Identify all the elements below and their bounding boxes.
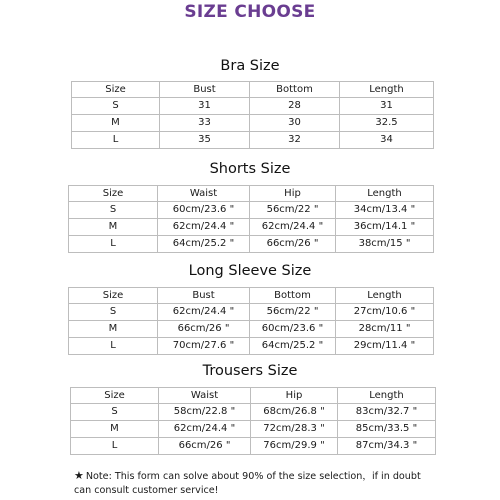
table-cell: 32.5 (340, 115, 434, 132)
table-row (69, 338, 434, 355)
table-cell: S (69, 304, 158, 321)
column-header: Waist (158, 186, 250, 202)
table-cell: 70cm/27.6 " (158, 338, 250, 355)
column-header: Bottom (250, 82, 340, 98)
table-header-row (72, 82, 434, 98)
column-header: Length (336, 186, 434, 202)
table-row (72, 115, 434, 132)
table-cell: 29cm/11.4 " (336, 338, 434, 355)
column-header: Bottom (250, 288, 336, 304)
table-row (72, 98, 434, 115)
table-row (69, 236, 434, 253)
table-cell: 28cm/11 " (336, 321, 434, 338)
column-header: Hip (251, 388, 338, 404)
table-cell: M (71, 421, 159, 438)
table-cell: L (72, 132, 160, 149)
table-header-row (71, 388, 436, 404)
column-header: Size (71, 388, 159, 404)
table-cell: 62cm/24.4 " (250, 219, 336, 236)
column-header: Size (69, 186, 158, 202)
column-header: Length (338, 388, 436, 404)
table-cell: M (72, 115, 160, 132)
table-row (72, 132, 434, 149)
column-header: Hip (250, 186, 336, 202)
table-cell: S (71, 404, 159, 421)
table-cell: 62cm/24.4 " (158, 219, 250, 236)
table-cell: 56cm/22 " (250, 304, 336, 321)
table-header-row (69, 288, 434, 304)
table-cell: 28 (250, 98, 340, 115)
table-row (71, 421, 436, 438)
table-row (69, 321, 434, 338)
table-cell: L (69, 236, 158, 253)
table-cell: 66cm/26 " (250, 236, 336, 253)
table-cell: 56cm/22 " (250, 202, 336, 219)
table-cell: 60cm/23.6 " (250, 321, 336, 338)
table-cell: 76cm/29.9 " (251, 438, 338, 455)
table-cell: 31 (160, 98, 250, 115)
table-cell: 58cm/22.8 " (159, 404, 251, 421)
column-header: Size (72, 82, 160, 98)
shorts-size-title: Shorts Size (209, 161, 291, 177)
column-header: Size (69, 288, 158, 304)
table-row (71, 404, 436, 421)
table-cell: 72cm/28.3 " (251, 421, 338, 438)
bra-size-title: Bra Size (220, 58, 280, 74)
table-cell: 36cm/14.1 " (336, 219, 434, 236)
table-cell: 34 (340, 132, 434, 149)
table-cell: 31 (340, 98, 434, 115)
table-cell: 32 (250, 132, 340, 149)
column-header: Waist (159, 388, 251, 404)
column-header: Length (336, 288, 434, 304)
table-cell: 64cm/25.2 " (250, 338, 336, 355)
table-cell: 68cm/26.8 " (251, 404, 338, 421)
star-icon: ★ (74, 469, 84, 482)
table-row (69, 219, 434, 236)
table-cell: 64cm/25.2 " (158, 236, 250, 253)
table-cell: 34cm/13.4 " (336, 202, 434, 219)
table-cell: 38cm/15 " (336, 236, 434, 253)
table-row (69, 202, 434, 219)
table-cell: 66cm/26 " (158, 321, 250, 338)
table-cell: M (69, 321, 158, 338)
page-title: SIZE CHOOSE (184, 2, 316, 22)
table-cell: 35 (160, 132, 250, 149)
column-header: Length (340, 82, 434, 98)
table-cell: S (72, 98, 160, 115)
table-cell: 85cm/33.5 " (338, 421, 436, 438)
table-cell: 27cm/10.6 " (336, 304, 434, 321)
table-cell: 83cm/32.7 " (338, 404, 436, 421)
long-sleeve-size-table (68, 287, 434, 355)
long-sleeve-size-title: Long Sleeve Size (188, 263, 312, 279)
trousers-size-table (70, 387, 436, 455)
table-cell: 62cm/24.4 " (158, 304, 250, 321)
table-cell: S (69, 202, 158, 219)
trousers-size-title: Trousers Size (202, 363, 298, 379)
table-row (71, 438, 436, 455)
table-cell: M (69, 219, 158, 236)
table-cell: 62cm/24.4 " (159, 421, 251, 438)
table-cell: L (69, 338, 158, 355)
column-header: Bust (158, 288, 250, 304)
table-cell: 30 (250, 115, 340, 132)
table-cell: 87cm/34.3 " (338, 438, 436, 455)
size-note (74, 469, 434, 498)
table-row (69, 304, 434, 321)
table-header-row (69, 186, 434, 202)
table-cell: L (71, 438, 159, 455)
shorts-size-table (68, 185, 434, 253)
table-cell: 60cm/23.6 " (158, 202, 250, 219)
note-text: Note: This form can solve about 90% of the size selection，if in doubt can consult customer service! (74, 471, 421, 496)
bra-size-table (71, 81, 434, 149)
column-header: Bust (160, 82, 250, 98)
table-cell: 66cm/26 " (159, 438, 251, 455)
table-cell: 33 (160, 115, 250, 132)
